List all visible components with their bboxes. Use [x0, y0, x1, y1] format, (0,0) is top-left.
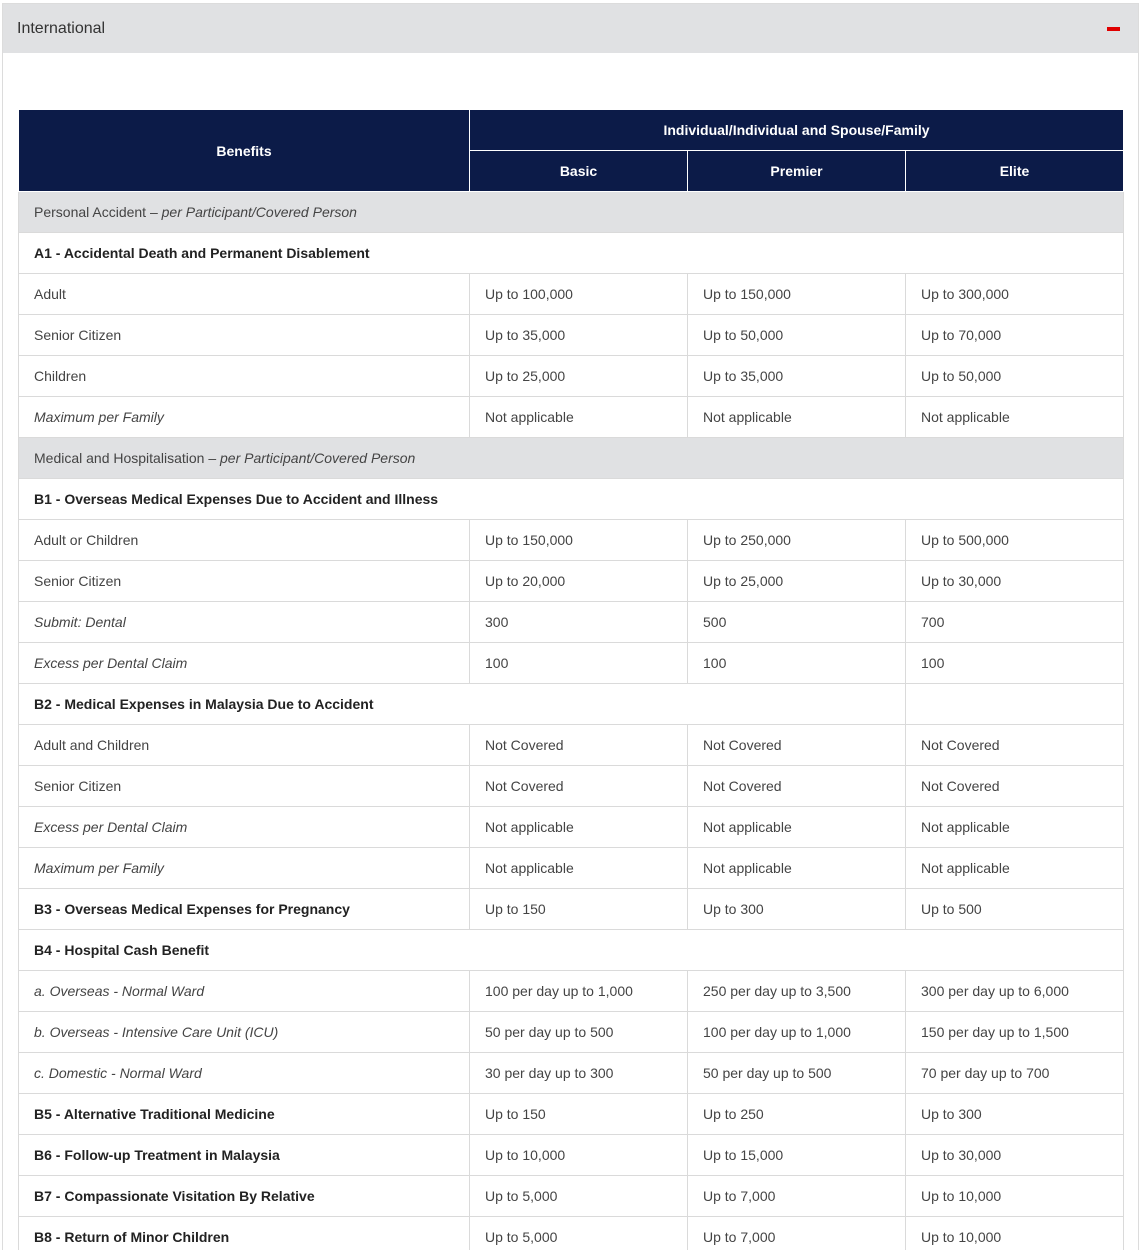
benefit-value: Up to 100,000: [470, 274, 688, 315]
table-row: [19, 274, 1124, 315]
benefit-value: 100 per day up to 1,000: [688, 1012, 906, 1053]
benefit-value: Not Covered: [688, 766, 906, 807]
section-subtitle: per Participant/Covered Person: [161, 204, 357, 220]
benefit-label: Maximum per Family: [19, 397, 470, 438]
benefit-value: Not applicable: [470, 397, 688, 438]
section-label: [19, 438, 1124, 479]
benefit-value: Up to 70,000: [906, 315, 1124, 356]
benefit-label: Maximum per Family: [19, 848, 470, 889]
table-row: [19, 1135, 1124, 1176]
table-row: [19, 1053, 1124, 1094]
benefit-value: 500: [688, 602, 906, 643]
benefit-label: Submit: Dental: [19, 602, 470, 643]
table-row: [19, 766, 1124, 807]
empty-cell: [906, 684, 1124, 725]
table-row: [19, 1094, 1124, 1135]
benefit-label: Adult or Children: [19, 520, 470, 561]
table-row: [19, 848, 1124, 889]
header-plan-basic: Basic: [470, 151, 688, 192]
benefit-value: Up to 7,000: [688, 1176, 906, 1217]
benefit-label: Adult: [19, 274, 470, 315]
table-body: [19, 192, 1124, 1250]
benefit-label: B7 - Compassionate Visitation By Relative: [19, 1176, 470, 1217]
header-plan-elite: Elite: [906, 151, 1124, 192]
benefit-value: 250 per day up to 3,500: [688, 971, 906, 1012]
benefit-value: Up to 35,000: [688, 356, 906, 397]
benefit-value: Up to 300: [906, 1094, 1124, 1135]
benefit-value: 100 per day up to 1,000: [470, 971, 688, 1012]
benefit-label: B3 - Overseas Medical Expenses for Pregnancy: [19, 889, 470, 930]
benefit-value: Not Covered: [906, 725, 1124, 766]
benefit-value: Not applicable: [906, 397, 1124, 438]
benefit-label: Excess per Dental Claim: [19, 807, 470, 848]
benefit-value: Up to 25,000: [470, 356, 688, 397]
benefit-value: Up to 20,000: [470, 561, 688, 602]
benefit-value: Up to 30,000: [906, 1135, 1124, 1176]
benefit-label: B6 - Follow-up Treatment in Malaysia: [19, 1135, 470, 1176]
benefit-value: Not applicable: [470, 807, 688, 848]
benefit-value: Up to 15,000: [688, 1135, 906, 1176]
benefit-value: Up to 5,000: [470, 1176, 688, 1217]
section-row: [19, 192, 1124, 233]
benefit-value: 100: [470, 643, 688, 684]
benefit-value: Up to 150: [470, 1094, 688, 1135]
table-row: [19, 561, 1124, 602]
table-row: [19, 233, 1124, 274]
benefit-value: Not Covered: [470, 766, 688, 807]
benefit-value: Up to 500,000: [906, 520, 1124, 561]
benefit-label: Senior Citizen: [19, 766, 470, 807]
accordion-header[interactable]: [3, 4, 1138, 53]
benefit-value: Up to 250: [688, 1094, 906, 1135]
benefit-value: 150 per day up to 1,500: [906, 1012, 1124, 1053]
accordion-international: [2, 3, 1139, 1250]
benefit-value: Not applicable: [906, 848, 1124, 889]
benefit-value: Not applicable: [688, 397, 906, 438]
benefit-value: Not applicable: [688, 848, 906, 889]
benefit-value: Up to 10,000: [470, 1135, 688, 1176]
benefit-label: B5 - Alternative Traditional Medicine: [19, 1094, 470, 1135]
benefit-value: 50 per day up to 500: [688, 1053, 906, 1094]
section-title: Personal Accident –: [34, 204, 162, 220]
benefit-value: Up to 150: [470, 889, 688, 930]
benefit-value: Up to 50,000: [906, 356, 1124, 397]
table-row: [19, 643, 1124, 684]
benefit-label: A1 - Accidental Death and Permanent Disablement: [19, 233, 1124, 274]
benefit-value: Not Covered: [470, 725, 688, 766]
benefit-label: Excess per Dental Claim: [19, 643, 470, 684]
benefit-label: Senior Citizen: [19, 315, 470, 356]
benefit-label: B8 - Return of Minor Children: [19, 1217, 470, 1250]
benefit-label: a. Overseas - Normal Ward: [19, 971, 470, 1012]
section-row: [19, 438, 1124, 479]
section-title: Medical and Hospitalisation –: [34, 450, 220, 466]
table-row: [19, 356, 1124, 397]
header-plan-group: Individual/Individual and Spouse/Family: [470, 110, 1124, 151]
benefit-value: Up to 250,000: [688, 520, 906, 561]
benefit-value: Up to 10,000: [906, 1176, 1124, 1217]
benefit-label: c. Domestic - Normal Ward: [19, 1053, 470, 1094]
benefit-label: Adult and Children: [19, 725, 470, 766]
benefit-label: b. Overseas - Intensive Care Unit (ICU): [19, 1012, 470, 1053]
benefit-value: Up to 300,000: [906, 274, 1124, 315]
benefit-value: 300 per day up to 6,000: [906, 971, 1124, 1012]
benefit-value: Up to 50,000: [688, 315, 906, 356]
benefit-value: Up to 300: [688, 889, 906, 930]
benefit-value: Not applicable: [906, 807, 1124, 848]
benefits-table: [18, 109, 1124, 1250]
table-row: [19, 1217, 1124, 1250]
table-row: [19, 602, 1124, 643]
benefit-label: B4 - Hospital Cash Benefit: [19, 930, 1124, 971]
table-row: [19, 1012, 1124, 1053]
benefit-value: 50 per day up to 500: [470, 1012, 688, 1053]
benefit-value: Up to 5,000: [470, 1217, 688, 1250]
benefit-value: 300: [470, 602, 688, 643]
header-benefits: Benefits: [19, 110, 470, 192]
section-label: [19, 192, 1124, 233]
benefit-value: 100: [906, 643, 1124, 684]
table-row: [19, 930, 1124, 971]
accordion-title: International: [17, 19, 106, 37]
table-row: [19, 315, 1124, 356]
benefit-value: Up to 35,000: [470, 315, 688, 356]
benefit-value: Up to 150,000: [470, 520, 688, 561]
table-row: [19, 971, 1124, 1012]
benefit-value: Up to 25,000: [688, 561, 906, 602]
benefit-value: Not Covered: [688, 725, 906, 766]
table-row: [19, 397, 1124, 438]
table-row: [19, 520, 1124, 561]
benefit-value: Up to 150,000: [688, 274, 906, 315]
benefit-value: Up to 10,000: [906, 1217, 1124, 1250]
benefit-label: B2 - Medical Expenses in Malaysia Due to Accident: [19, 684, 906, 725]
benefit-value: 100: [688, 643, 906, 684]
table-row: [19, 1176, 1124, 1217]
benefit-label: Children: [19, 356, 470, 397]
collapse-minus-icon[interactable]: [1107, 27, 1120, 31]
benefit-label: Senior Citizen: [19, 561, 470, 602]
table-row: [19, 807, 1124, 848]
table-row: [19, 889, 1124, 930]
benefit-value: Up to 7,000: [688, 1217, 906, 1250]
benefit-value: Not Covered: [906, 766, 1124, 807]
benefit-value: Not applicable: [470, 848, 688, 889]
benefit-value: 700: [906, 602, 1124, 643]
benefit-value: Up to 500: [906, 889, 1124, 930]
benefit-value: 30 per day up to 300: [470, 1053, 688, 1094]
benefit-label: B1 - Overseas Medical Expenses Due to Accident and Illness: [19, 479, 1124, 520]
section-subtitle: per Participant/Covered Person: [220, 450, 416, 466]
header-plan-premier: Premier: [688, 151, 906, 192]
benefit-value: Up to 30,000: [906, 561, 1124, 602]
benefit-value: 70 per day up to 700: [906, 1053, 1124, 1094]
table-row: [19, 684, 1124, 725]
table-row: [19, 479, 1124, 520]
benefit-value: Not applicable: [688, 807, 906, 848]
table-row: [19, 725, 1124, 766]
